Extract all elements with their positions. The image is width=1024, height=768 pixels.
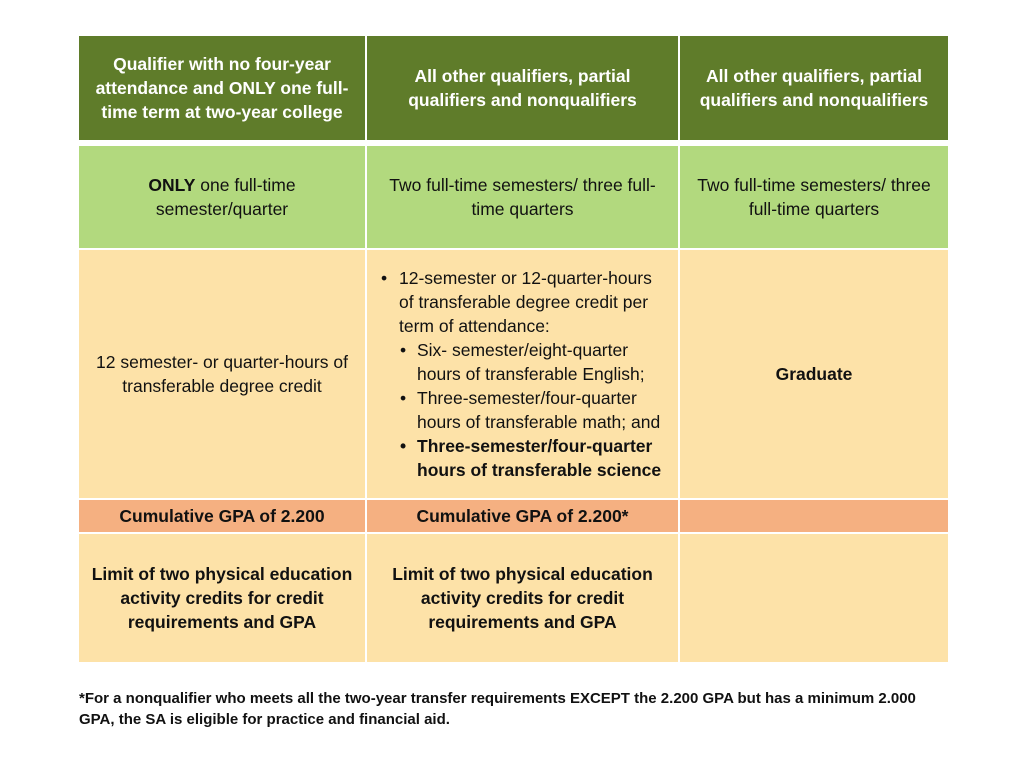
header-cell-others-2: All other qualifiers, partial qualifiers and nonqualifiers — [679, 35, 949, 141]
requirements-table — [77, 34, 950, 664]
gpa-cell-3 — [679, 499, 949, 533]
term-row — [78, 145, 949, 249]
gpa-cell-2: Cumulative GPA of 2.200* — [366, 499, 679, 533]
credits-sub-math: • Three-semester/four-quarter hours of transferable math; and — [399, 386, 670, 434]
credits-sub-science: • Three-semester/four-quarter hours of transferable science — [399, 434, 670, 482]
term-only: ONLY — [148, 175, 196, 195]
term-cell-3: Two full-time semesters/ three full-time quarters — [679, 145, 949, 249]
term-col1-rest: one full-time semester/quarter — [155, 175, 296, 219]
credits-row — [78, 249, 949, 499]
credits-sub-english: • Six- semester/eight-quarter hours of transferable English; — [399, 338, 670, 386]
header-col1-text-b: one full-time term at two-year college — [101, 78, 349, 122]
footnote — [79, 688, 949, 730]
pe-cell-1: Limit of two physical education activity credits for credit requirements and GPA — [78, 533, 366, 663]
footnote-text-a: *For a nonqualifier who meets all the two-year transfer requirements — [79, 690, 570, 707]
header-col1-text-a: Qualifier with no four-year attendance and — [95, 54, 331, 98]
pe-cell-2: Limit of two physical education activity credits for credit requirements and GPA — [366, 533, 679, 663]
gpa-cell-1: Cumulative GPA of 2.200 — [78, 499, 366, 533]
header-cell-qualifier — [78, 35, 366, 141]
term-cell-1 — [78, 145, 366, 249]
footnote-text-b: the 2.200 GPA but has a minimum 2.000 GPA, the SA is eligible for practice and financial aid. — [79, 690, 916, 728]
term-cell-2: Two full-time semesters/ three full-time quarters — [366, 145, 679, 249]
credits-list — [379, 266, 670, 482]
header-cell-others-1: All other qualifiers, partial qualifiers and nonqualifiers — [366, 35, 679, 141]
credits-cell-1: 12 semester- or quarter-hours of transferable degree credit — [78, 249, 366, 499]
credits-main-text: 12-semester or 12-quarter-hours of transferable degree credit per term of attendance: — [399, 268, 652, 336]
footnote-except: EXCEPT — [569, 690, 630, 707]
credits-cell-graduate: Graduate — [679, 249, 949, 499]
credits-cell-2 — [366, 249, 679, 499]
credits-list-item — [379, 266, 670, 482]
pe-cell-3 — [679, 533, 949, 663]
header-row — [78, 35, 949, 141]
gpa-row — [78, 499, 949, 533]
pe-row — [78, 533, 949, 663]
credits-sublist — [399, 338, 670, 482]
header-col1-only: ONLY — [228, 78, 276, 98]
